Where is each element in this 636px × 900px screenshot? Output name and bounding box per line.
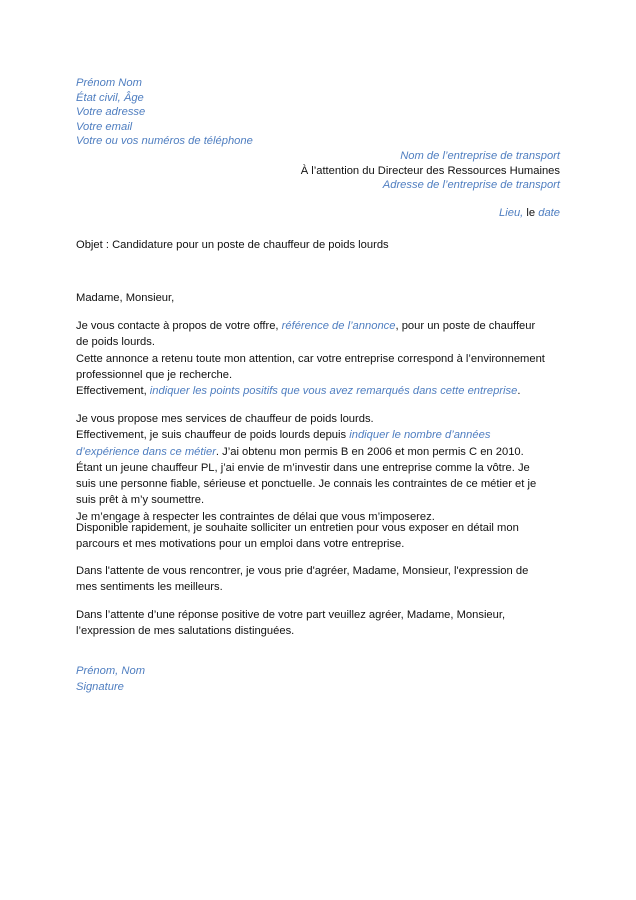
para1-text: . <box>517 385 521 398</box>
para2-text: Je m’engage à respecter les contraintes de délai que vous m’imposerez. <box>76 510 435 523</box>
placeholder-offer-reference: référence de l’annonce <box>281 320 396 332</box>
sender-phones: Votre ou vos numéros de téléphone <box>76 135 253 148</box>
paragraph-1 <box>76 318 548 399</box>
closing-block <box>76 663 548 696</box>
sender-civil-status: État civil, Âge <box>76 91 144 104</box>
para2-text: Effectivement, je suis chauffeur de poids lourds depuis <box>76 429 350 442</box>
para2-text: Je vous propose mes services de chauffeur de poids lourds. <box>76 413 374 425</box>
paragraph-3: Disponible rapidement, je souhaite solliciter un entretien pour vous exposer en détail mon parcours et mes motivations pour un emploi dans votre entreprise. <box>76 522 519 551</box>
placeholder-company-positives: indiquer les points positifs que vous avez remarqués dans cette entreprise <box>149 385 518 398</box>
place-date <box>499 206 560 221</box>
para1-text: Je vous contacte à propos de votre offre, <box>76 320 282 332</box>
sender-email: Votre email <box>76 120 133 133</box>
date-connector: le <box>526 207 536 219</box>
sender-name: Prénom Nom <box>76 77 142 89</box>
place: Lieu, <box>499 207 524 219</box>
sender-address: Votre adresse <box>76 106 146 119</box>
salutation: Madame, Monsieur, <box>76 292 175 304</box>
paragraph-2 <box>76 411 548 525</box>
subject-line: Objet : Candidature pour un poste de chauffeur de poids lourds <box>76 239 389 251</box>
recipient-block <box>301 149 560 193</box>
para1-text: , pour un poste de chauffeur de poids lourds. <box>76 320 536 349</box>
para1-text: Cette annonce a retenu toute mon attention, car votre entreprise correspond à l’environnement professionnel que je recherche. <box>76 352 545 381</box>
closing-signature: Signature <box>76 681 124 694</box>
recipient-address: Adresse de l’entreprise de transport <box>382 179 560 192</box>
paragraph-5: Dans l’attente d’une réponse positive de votre part veuillez agréer, Madame, Monsieur, l’expression de mes salutations distinguées. <box>76 609 506 638</box>
paragraph-4: Dans l'attente de vous rencontrer, je vous prie d'agréer, Madame, Monsieur, l'expression de mes sentiments les meilleurs. <box>76 565 529 594</box>
closing-name: Prénom, Nom <box>76 665 146 677</box>
date: date <box>538 207 560 219</box>
recipient-attention: À l’attention du Directeur des Ressources Humaines <box>300 164 560 177</box>
sender-block <box>76 76 548 149</box>
para2-text: . J’ai obtenu mon permis B en 2006 et mon permis C en 2010. Étant un jeune chauffeur PL, j’ai envie de m’investir dans une entreprise comme la vôtre. Je suis une personne fiable, sérieuse et ponctuelle. Je connais les contraintes de ce métier et je suis prêt à m’y soumettre. <box>76 445 537 507</box>
recipient-company: Nom de l’entreprise de transport <box>400 150 560 162</box>
para1-text: Effectivement, <box>76 385 150 398</box>
placeholder-experience-years: indiquer le nombre d’années d’expérience dans ce métier <box>76 429 491 458</box>
